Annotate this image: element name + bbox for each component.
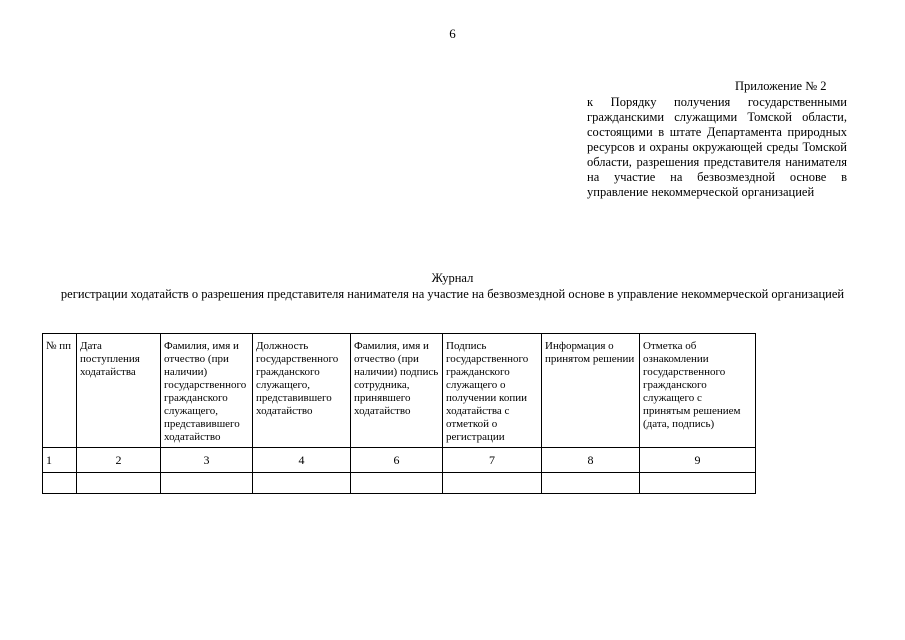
column-number: 4 <box>253 448 351 473</box>
journal-table <box>42 333 756 494</box>
empty-cell <box>77 473 161 494</box>
header-cell-position: Должность государственного гражданского служащего, представившего ходатайство <box>253 334 351 448</box>
empty-cell <box>43 473 77 494</box>
appendix-text: к Порядку получения государственными гражданскими служащими Томской области, состоящими в штате Департамента природных ресурсов и охраны окружающей среды Томской области, разрешения представителя нанимателя на участие на безвозмездной основе в управление некоммерческой организацией <box>587 95 847 199</box>
header-cell-date: Дата поступления ходатайства <box>77 334 161 448</box>
journal-subtitle: регистрации ходатайств о разрешения представителя нанимателя на участие на безвозмездной основе в управление некоммерческой организацией <box>60 287 845 301</box>
column-number: 8 <box>542 448 640 473</box>
empty-cell <box>253 473 351 494</box>
empty-cell <box>542 473 640 494</box>
empty-cell <box>443 473 542 494</box>
page-number: 6 <box>449 26 456 41</box>
header-cell-number: № пп <box>43 334 77 448</box>
appendix-title: Приложение № 2 <box>735 79 827 93</box>
column-number-row <box>43 448 756 473</box>
column-number: 3 <box>161 448 253 473</box>
header-cell-receiver: Фамилия, имя и отчество (при наличии) подпись сотрудника, принявшего ходатайство <box>351 334 443 448</box>
header-cell-acknowledgement: Отметка об ознакомлении государственного гражданского служащего с принятым решением (дата, подпись) <box>640 334 756 448</box>
header-cell-employee-name: Фамилия, имя и отчество (при наличии) государственного гражданского служащего, представившего ходатайство <box>161 334 253 448</box>
empty-cell <box>351 473 443 494</box>
table-row-empty <box>43 473 756 494</box>
header-cell-decision: Информация о принятом решении <box>542 334 640 448</box>
column-number: 2 <box>77 448 161 473</box>
column-number: 1 <box>43 448 77 473</box>
column-number: 6 <box>351 448 443 473</box>
column-number: 7 <box>443 448 542 473</box>
header-cell-signature: Подпись государственного гражданского служащего о получении копии ходатайства с отметкой о регистрации <box>443 334 542 448</box>
journal-title: Журнал <box>431 271 474 285</box>
empty-cell <box>161 473 253 494</box>
table-header-row <box>43 334 756 448</box>
empty-cell <box>640 473 756 494</box>
column-number: 9 <box>640 448 756 473</box>
